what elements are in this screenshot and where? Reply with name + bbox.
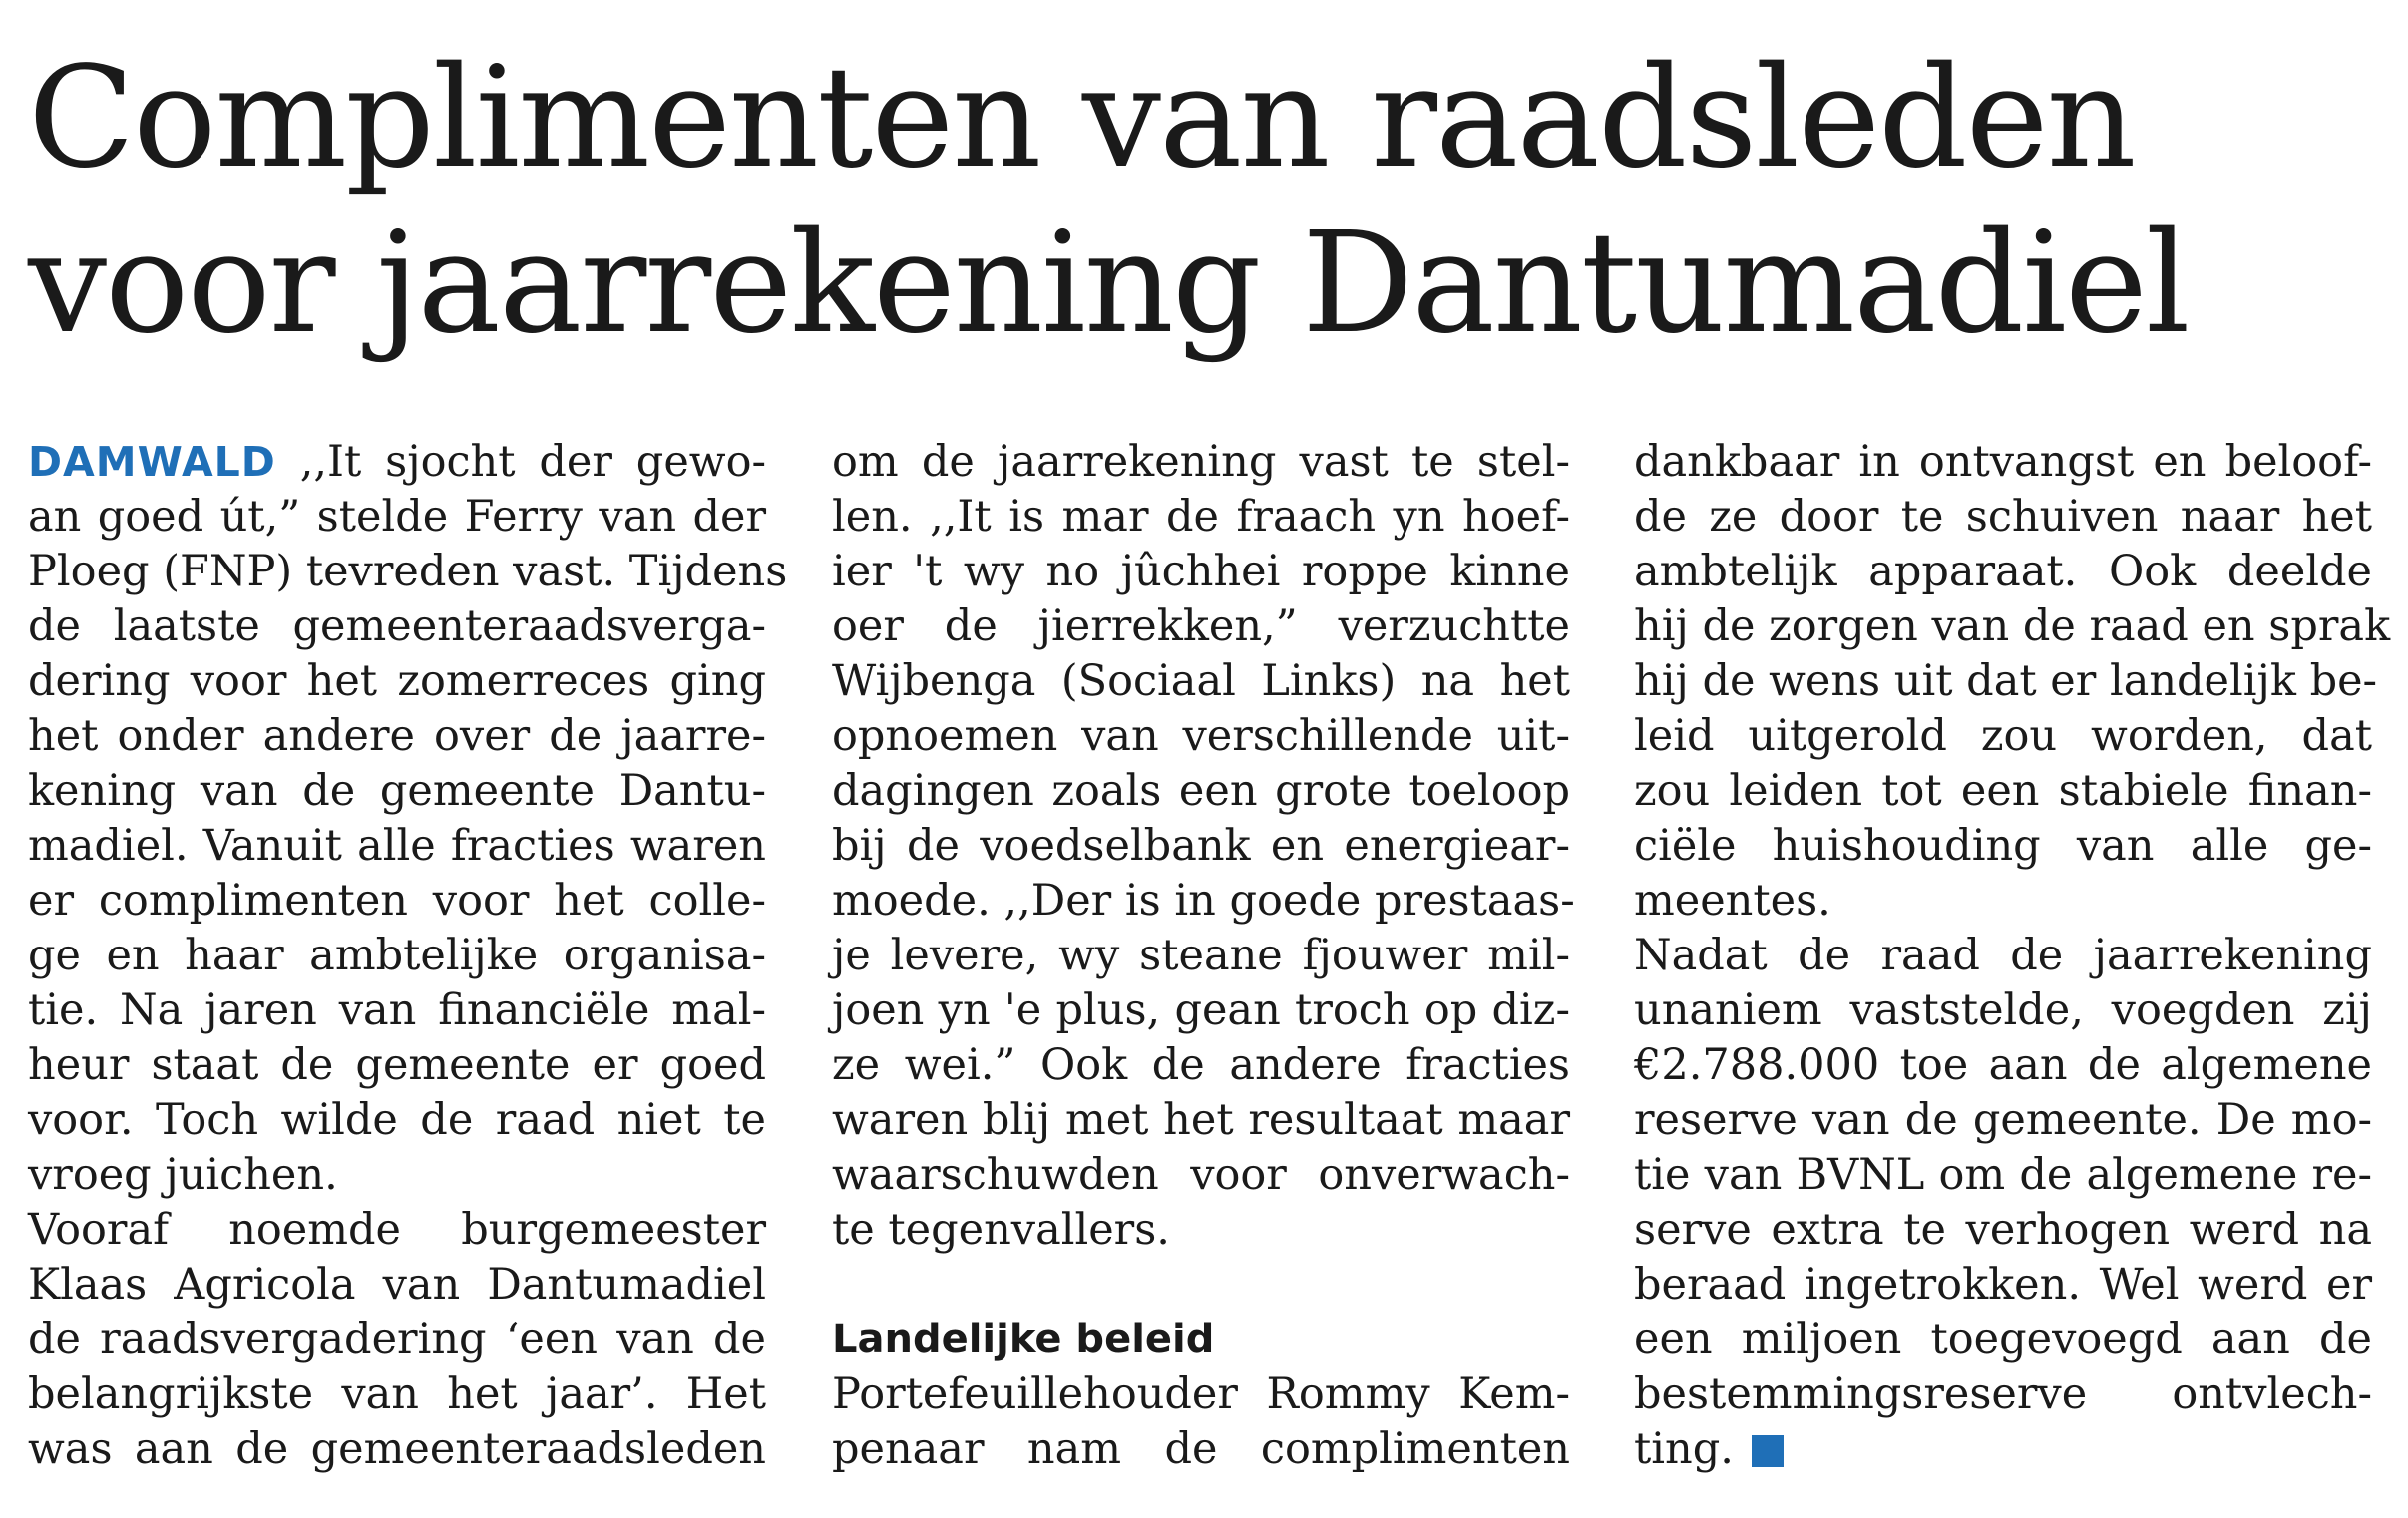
body-line: oer de jierrekken,” verzuchtte [832, 601, 1570, 651]
article-headline [28, 36, 2382, 367]
body-line: bestemmingsreserve ontvlech- [1634, 1369, 2372, 1419]
body-line: om de jaarrekening vast te stel- [832, 437, 1570, 487]
body-line: bij de voedselbank en energiear- [832, 821, 1570, 871]
body-line: reserve van de gemeente. De mo- [1634, 1095, 2372, 1145]
body-line: ambtelijk apparaat. Ook deelde [1634, 547, 2372, 596]
end-of-article-square-icon [1752, 1435, 1784, 1467]
body-line: er complimenten voor het colle- [28, 876, 766, 926]
body-line [28, 435, 766, 490]
body-line: ciële huishouding van alle ge- [1634, 821, 2372, 871]
body-line: leid uitgerold zou worden, dat [1634, 711, 2372, 761]
body-line: serve extra te verhogen werd na [1634, 1205, 2372, 1255]
headline-line: voor jaarrekening Dantumadiel [28, 202, 2189, 365]
body-line: waren blij met het resultaat maar [832, 1095, 1570, 1145]
body-line: opnoemen van verschillende uit- [832, 711, 1570, 761]
body-line: hij de wens uit dat er landelijk be- [1634, 656, 2378, 706]
body-line: ze wei.” Ook de andere fracties [832, 1040, 1570, 1090]
body-line: een miljoen toegevoegd aan de [1634, 1315, 2372, 1364]
body-line: de ze door te schuiven naar het [1634, 492, 2372, 542]
body-line: beraad ingetrokken. Wel werd er [1634, 1260, 2372, 1310]
body-line: meentes. [1634, 876, 1831, 926]
body-line: Klaas Agricola van Dantumadiel [28, 1260, 766, 1310]
section-subheading: Landelijke beleid [832, 1317, 1215, 1362]
body-line: €2.788.000 toe aan de algemene [1634, 1040, 2372, 1090]
body-line: hij de zorgen van de raad en sprak [1634, 601, 2391, 651]
body-line-text: ting. [1634, 1424, 1734, 1474]
body-line: joen yn 'e plus, gean troch op diz- [832, 985, 1570, 1035]
body-line: Vooraf noemde burgemeester [28, 1205, 766, 1255]
body-line: tie. Na jaren van financiële mal- [28, 985, 766, 1035]
body-line: de laatste gemeenteraadsverga- [28, 601, 766, 651]
article-column-1 [28, 435, 788, 1477]
body-line: belangrijkste van het jaar’. Het [28, 1369, 766, 1419]
article-column-2 [832, 435, 1575, 1477]
body-line: tie van BVNL om de algemene re- [1634, 1150, 2372, 1200]
body-line: vroeg juichen. [28, 1150, 338, 1200]
body-line: Wijbenga (Sociaal Links) na het [832, 656, 1570, 706]
dateline: DAMWALD [28, 438, 276, 486]
body-line: heur staat de gemeente er goed [28, 1040, 766, 1090]
body-line [1634, 1422, 2372, 1477]
body-line: ier 't wy no jûchhei roppe kinne [832, 547, 1570, 596]
body-line: len. ,,It is mar de fraach yn hoef- [832, 492, 1570, 542]
body-line: kening van de gemeente Dantu- [28, 766, 766, 816]
body-line: Portefeuillehouder Rommy Kem- [832, 1369, 1570, 1419]
body-line: dering voor het zomerreces ging [28, 656, 766, 706]
body-line: zou leiden tot een stabiele finan- [1634, 766, 2372, 816]
body-line: was aan de gemeenteraadsleden [28, 1424, 766, 1474]
body-line: madiel. Vanuit alle fracties waren [28, 821, 766, 871]
body-line: penaar nam de complimenten [832, 1424, 1570, 1474]
body-line: moede. ,,Der is in goede prestaas- [832, 876, 1575, 926]
body-line: ge en haar ambtelijke organisa- [28, 931, 766, 980]
article-column-3 [1634, 435, 2391, 1477]
body-line: dankbaar in ontvangst en beloof- [1634, 437, 2372, 487]
body-line: Nadat de raad de jaarrekening [1634, 931, 2372, 980]
body-line: dagingen zoals een grote toeloop [832, 766, 1570, 816]
body-line: voor. Toch wilde de raad niet te [28, 1095, 766, 1145]
body-line: unaniem vaststelde, voegden zij [1634, 985, 2372, 1035]
body-line: het onder andere over de jaarre- [28, 711, 766, 761]
body-line-text: ,,It sjocht der gewo- [275, 437, 766, 487]
body-line: je levere, wy steane fjouwer mil- [832, 931, 1570, 980]
body-line: Ploeg (FNP) tevreden vast. Tijdens [28, 547, 788, 596]
body-line: waarschuwden voor onverwach- [832, 1150, 1570, 1200]
headline-line: Complimenten van raadsleden [28, 37, 2135, 199]
body-line: te tegenvallers. [832, 1205, 1170, 1255]
body-line: de raadsvergadering ‘een van de [28, 1315, 766, 1364]
spacer [832, 1258, 1570, 1313]
body-line: an goed út,” stelde Ferry van der [28, 492, 766, 542]
